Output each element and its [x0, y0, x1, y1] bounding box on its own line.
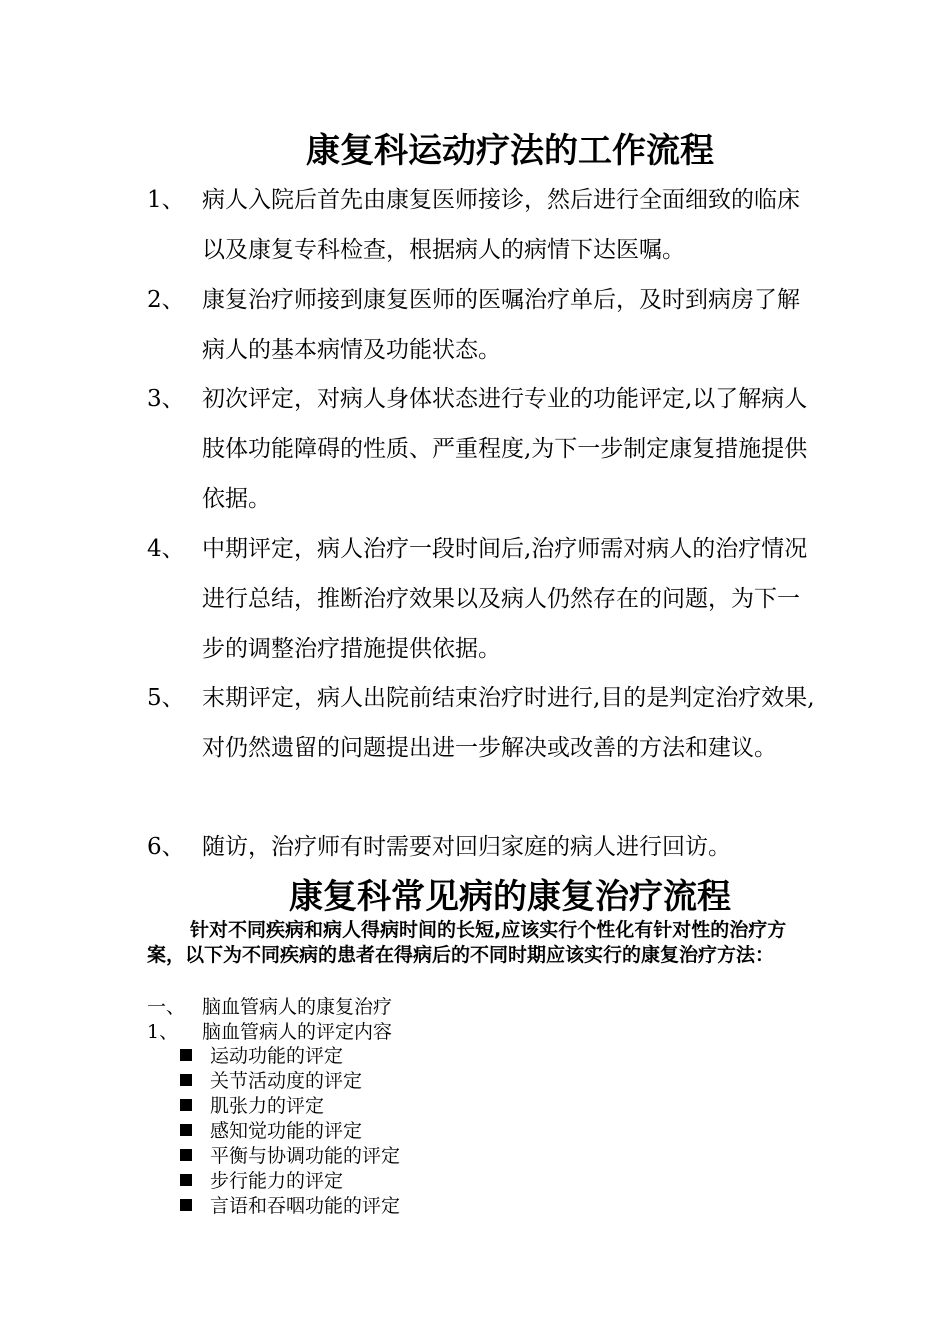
step-number: 6、 [147, 834, 185, 860]
section-text: 脑血管病人的康复治疗 [202, 996, 393, 1018]
step-4 [147, 524, 817, 674]
square-bullet-icon [180, 1149, 192, 1161]
square-bullet-icon [180, 1124, 192, 1136]
step-2 [147, 275, 817, 375]
square-bullet-icon [180, 1099, 192, 1111]
list-item: 步行能力的评定 [180, 1169, 400, 1194]
subsection-text: 脑血管病人的评定内容 [202, 1021, 393, 1043]
step-1 [147, 175, 817, 275]
square-bullet-icon [180, 1049, 192, 1061]
section-heading [147, 995, 392, 1020]
step-text: 康复治疗师接到康复医师的医嘱治疗单后，及时到病房了解病人的基本病情及功能状态。 [202, 287, 800, 363]
step-text: 中期评定，病人治疗一段时间后,治疗师需对病人的治疗情况进行总结，推断治疗效果以及病人仍然存在的问题，为下一步的调整治疗措施提供依据。 [202, 536, 808, 662]
step-3 [147, 374, 817, 524]
step-text: 随访，治疗师有时需要对回归家庭的病人进行回访。 [202, 834, 731, 860]
step-number: 1、 [147, 187, 185, 213]
intro-paragraph: 针对不同疾病和病人得病时间的长短,应该实行个性化有针对性的治疗方案，以下为不同疾病的患者在得病后的不同时期应该实行的康复治疗方法： [147, 919, 787, 966]
list-item: 运动功能的评定 [180, 1044, 400, 1069]
step-number: 3、 [147, 386, 185, 412]
document-title: 康复科运动疗法的工作流程 [306, 131, 714, 171]
step-6 [147, 822, 817, 872]
square-bullet-icon [180, 1074, 192, 1086]
list-item: 言语和吞咽功能的评定 [180, 1194, 400, 1219]
step-text: 病人入院后首先由康复医师接诊，然后进行全面细致的临床以及康复专科检查，根据病人的病情下达医嘱。 [202, 187, 800, 263]
step-5 [147, 673, 817, 773]
step-text: 初次评定，对病人身体状态进行专业的功能评定,以了解病人肢体功能障碍的性质、严重程度,为下一步制定康复措施提供依据。 [202, 386, 808, 512]
step-number: 2、 [147, 287, 185, 313]
list-item: 肌张力的评定 [180, 1094, 400, 1119]
subsection-heading [147, 1020, 392, 1045]
section-number: 一、 [147, 996, 186, 1018]
subsection-number: 1、 [147, 1021, 179, 1043]
list-item: 感知觉功能的评定 [180, 1119, 400, 1144]
list-item: 平衡与协调功能的评定 [180, 1144, 400, 1169]
list-item: 关节活动度的评定 [180, 1069, 400, 1094]
square-bullet-icon [180, 1199, 192, 1211]
assessment-list [180, 1044, 400, 1219]
step-number: 5、 [147, 685, 185, 711]
step-text: 末期评定，病人出院前结束治疗时进行,目的是判定治疗效果,对仍然遗留的问题提出进一步解决或改善的方法和建议。 [202, 685, 815, 761]
section-title: 康复科常见病的康复治疗流程 [289, 877, 731, 917]
square-bullet-icon [180, 1174, 192, 1186]
step-number: 4、 [147, 536, 185, 562]
